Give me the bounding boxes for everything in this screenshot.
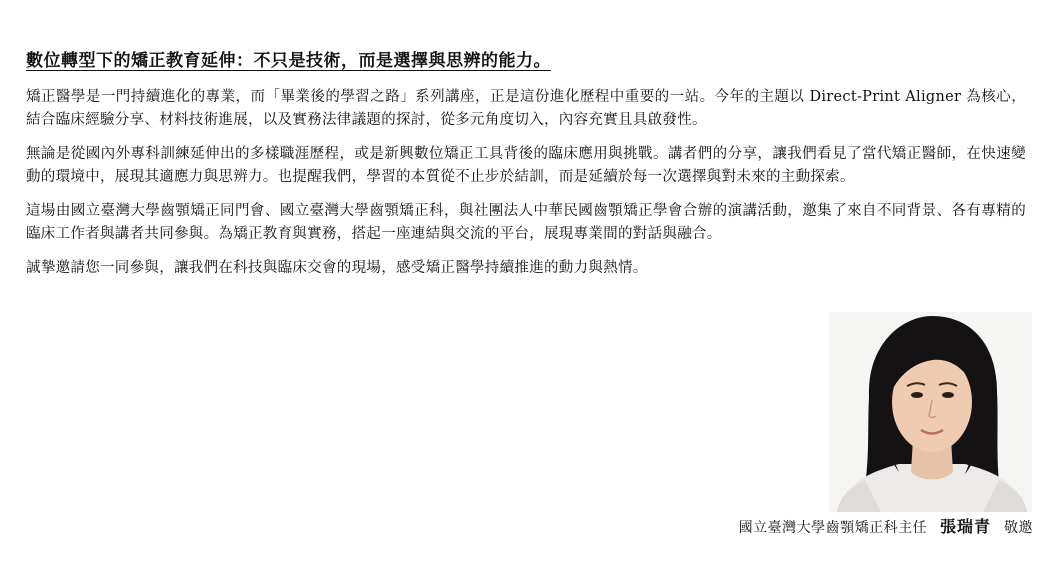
signature-line [739, 514, 1033, 537]
document-body [26, 86, 1026, 291]
document-title: 數位轉型下的矯正教育延伸：不只是技術，而是選擇與思辨的能力。 [26, 51, 551, 71]
paragraph-organizers: 這場由國立臺灣大學齒顎矯正同門會、國立臺灣大學齒顎矯正科，與社團法人中華民國齒顎矯正學會合辦的演講活動，邀集了來自不同背景、各有專精的臨床工作者與講者共同參與。為矯正教育與實務，搭起一座連結與交流的平台，展現專業間的對話與融合。 [26, 203, 1026, 242]
paragraph-invitation: 誠摯邀請您一同參與，讓我們在科技與臨床交會的現場，感受矯正醫學持續推進的動力與熱情。 [26, 260, 648, 276]
portrait-photo [829, 312, 1032, 512]
signature-name: 張瑞青 [940, 517, 992, 536]
paragraph-intro: 矯正醫學是一門持續進化的專業，而「畢業後的學習之路」系列講座，正是這份進化歷程中重要的一站。今年的主題以 Direct-Print Aligner 為核心，結合臨床經驗分享、材料技術進展，以及實務法律議題的探討，從多元角度切入，內容充實且具啟發性。 [26, 89, 1026, 128]
signature-affiliation: 國立臺灣大學齒顎矯正科主任 [738, 520, 928, 536]
signature-closing: 敬邀 [1004, 520, 1033, 536]
paragraph-speakers: 無論是從國內外專科訓練延伸出的多樣職涯歷程，或是新興數位矯正工具背後的臨床應用與挑戰。講者們的分享，讓我們看見了當代矯正醫師，在快速變動的環境中，展現其適應力與思辨力。也提醒我們，學習的本質從不止步於結訓，而是延續於每一次選擇與對未來的主動探索。 [26, 146, 1026, 185]
